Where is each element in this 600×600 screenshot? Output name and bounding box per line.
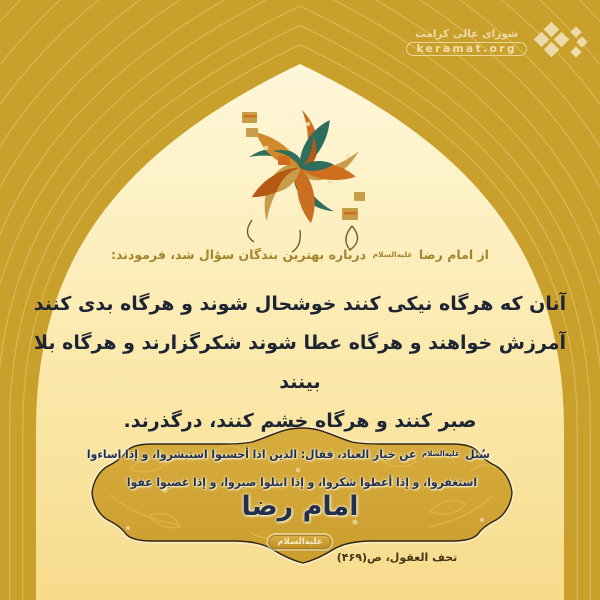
keramat-diamond-icon <box>534 20 588 64</box>
hadith-line-2: استغفروا، و إذا أعطوا شکروا، و إذا ابتلوا صبروا، و إذا غضبوا عفوا <box>126 475 478 489</box>
header-attribution <box>0 247 600 262</box>
quote-line-1: آنان که هرگاه نیکی کنند خوشحال شوند و هرگاه بدی کنند <box>33 293 567 315</box>
attribution-post: درباره بهترین بندگان سؤال شد، فرمودند: <box>111 247 367 262</box>
hadith-pre: سُئل <box>465 447 490 461</box>
hadith-line-1 <box>86 447 490 461</box>
quote-line-3: صبر کنند و هرگاه خشم کنند، درگذرند. <box>123 410 477 432</box>
keramat-site-label: keramat.org <box>406 42 527 56</box>
hadith-honorific: علیه‌السلام <box>422 449 460 458</box>
source-citation: تحف العقول، ص(۴۶۹) <box>336 551 458 564</box>
keramat-logo <box>406 20 588 64</box>
attribution-honorific: علیه‌السلام <box>372 250 413 259</box>
hadith-post: عن خیار العباد، فقال: الذین اذا أحسنوا استبشروا، و إذا اساءوا <box>86 447 417 461</box>
logo-calligraphy: شورای عالی کرامت <box>415 28 519 40</box>
main-quote <box>18 285 582 441</box>
imam-title: امام رضا <box>241 491 359 522</box>
quote-line-2: آمرزش خواهند و هرگاه عطا شوند شکرگزارند و هرگاه بلا بینند <box>33 332 567 393</box>
honorific-badge: علیه‌السلام <box>268 535 331 549</box>
attribution-pre: از امام رضا <box>418 247 489 262</box>
